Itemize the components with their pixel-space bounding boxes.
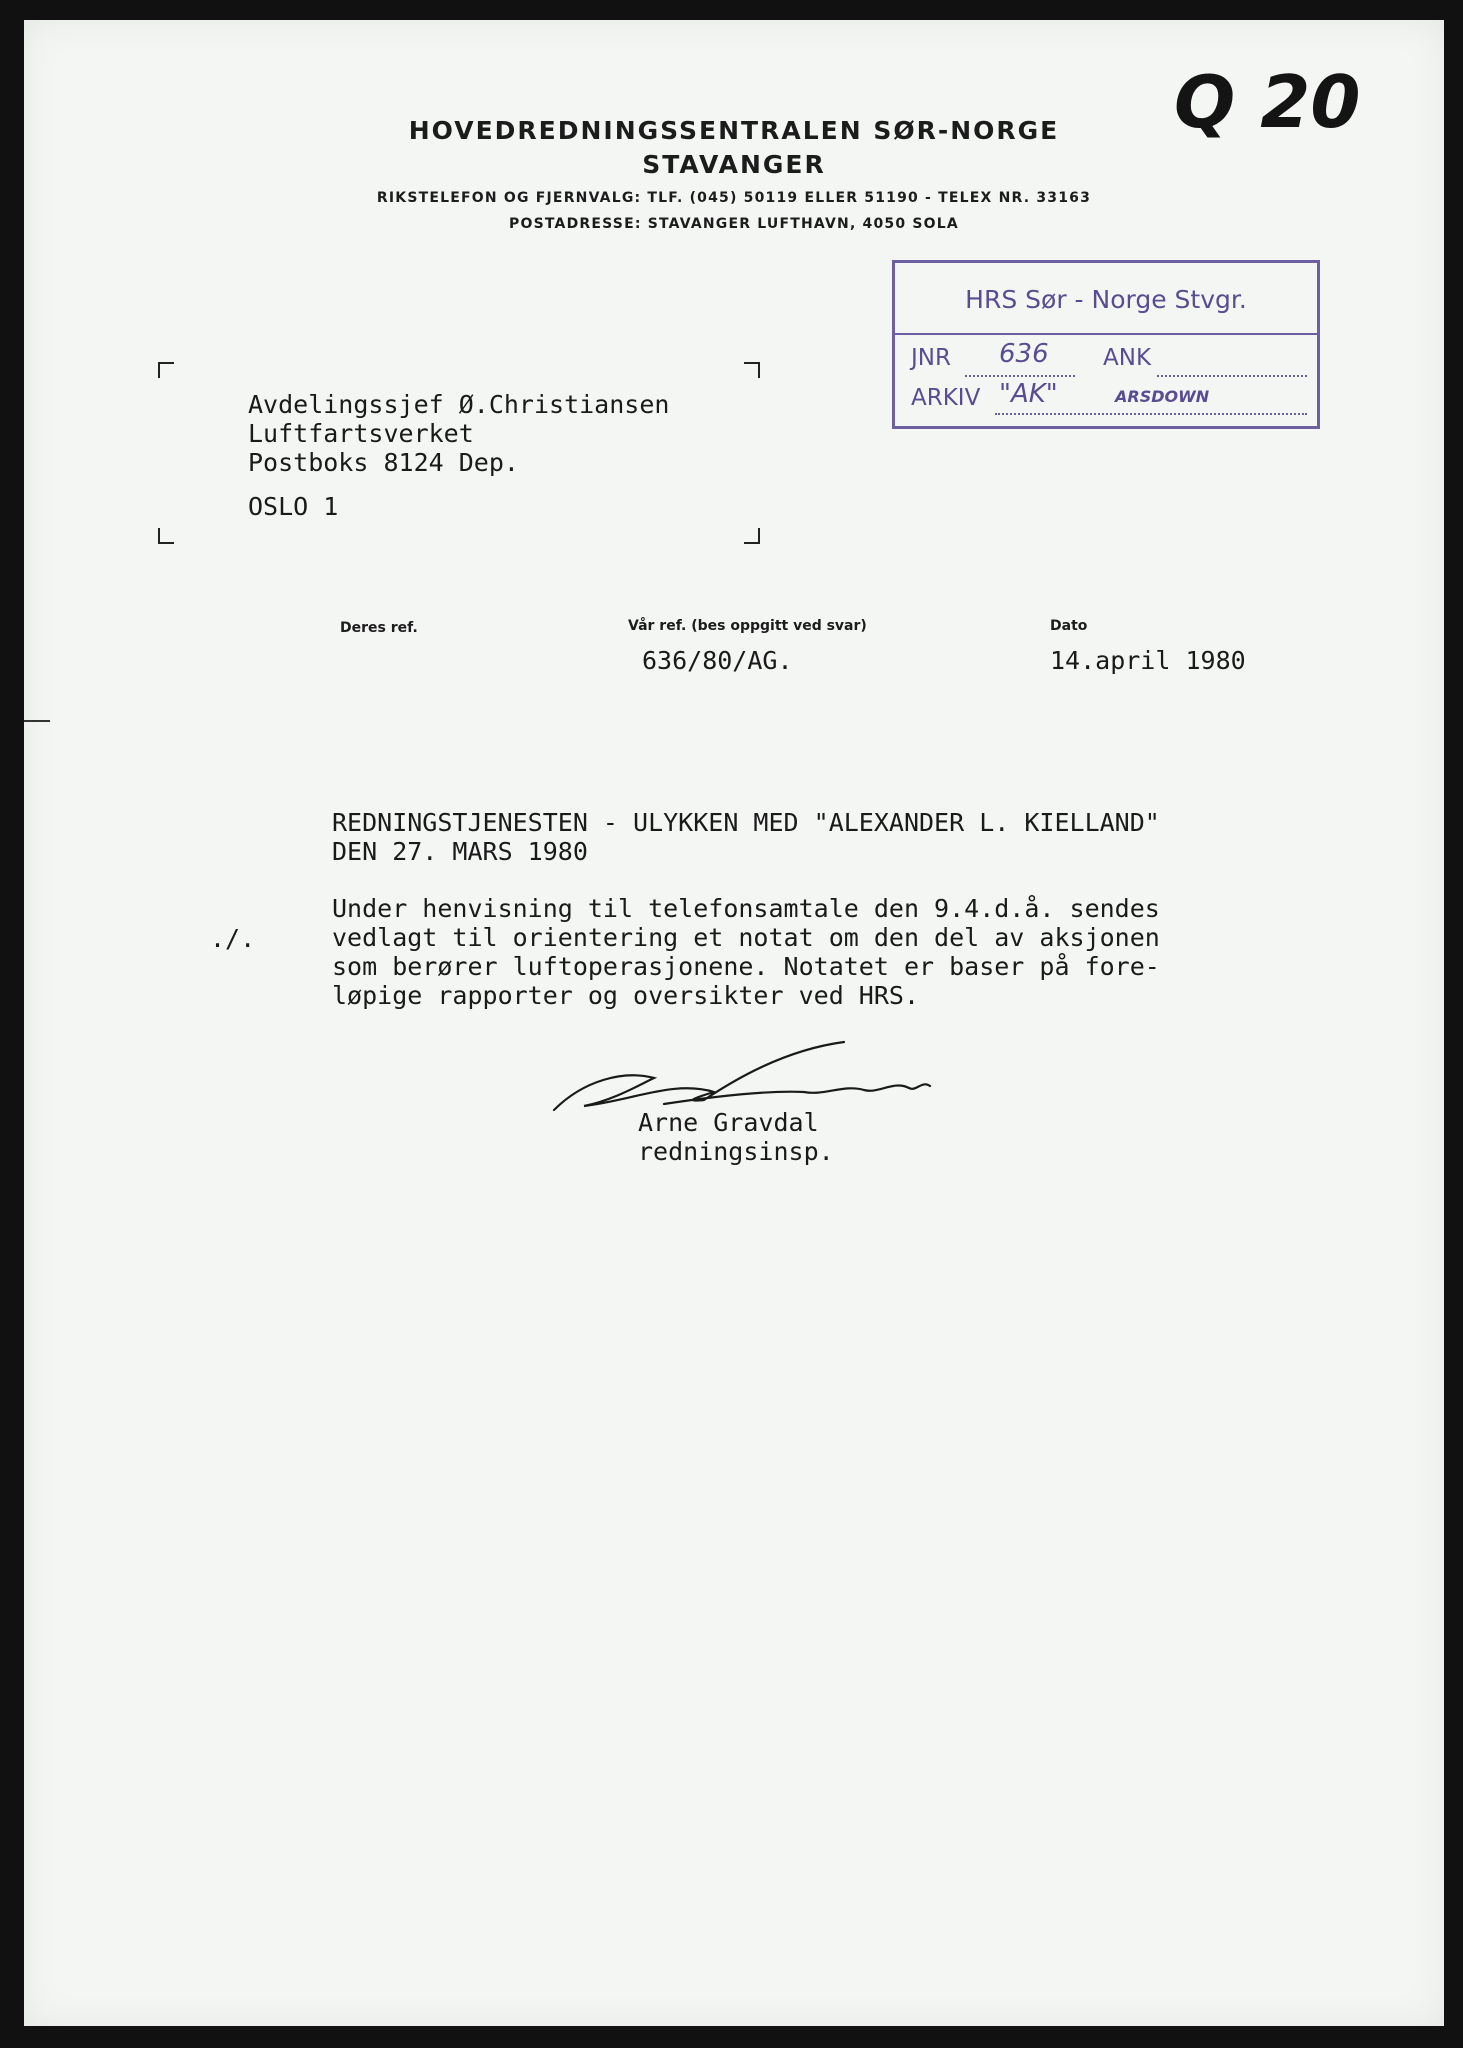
letterhead-postal: POSTADRESSE: STAVANGER LUFTHAVN, 4050 SOLA — [509, 216, 959, 232]
recipient-line-1: Avdelingssjef Ø.Christiansen — [248, 390, 670, 419]
window-corner-bottom-right — [744, 528, 760, 544]
stamp-arkiv-note: ARSDOWN — [1115, 387, 1210, 406]
recipient-line-3: Postboks 8124 Dep. — [248, 448, 519, 477]
letterhead-contact: RIKSTELEFON OG FJERNVALG: TLF. (045) 50119 ELLER 51190 - TELEX NR. 33163 — [376, 190, 1092, 206]
letterhead-city: STAVANGER — [642, 150, 826, 179]
stamp-title: HRS Sør - Norge Stvgr. — [965, 285, 1247, 314]
handwritten-reference: Q 20 — [1174, 60, 1361, 144]
body-line-1: Under henvisning til telefonsamtale den 9.4.d.å. sendes — [332, 894, 1160, 923]
subject-line-1: REDNINGSTJENESTEN - ULYKKEN MED "ALEXANDER L. KIELLAND" — [332, 808, 1160, 837]
var-ref-label: Vår ref. (bes oppgitt ved svar) — [628, 618, 867, 634]
stamp-arkiv-label: ARKIV — [911, 385, 981, 411]
window-corner-bottom-left — [158, 528, 174, 544]
fold-mark — [24, 720, 50, 722]
dato-value: 14.april 1980 — [1050, 646, 1246, 675]
dato-label: Dato — [1050, 618, 1088, 634]
window-corner-top-right — [744, 362, 760, 378]
deres-ref-label: Deres ref. — [340, 620, 418, 636]
var-ref-value: 636/80/AG. — [642, 646, 793, 675]
stamp-jnr-value: 636 — [999, 339, 1049, 369]
window-corner-top-left — [158, 362, 174, 378]
stamp-arkiv-value: "AK" — [999, 379, 1058, 409]
stamp-jnr-label: JNR — [911, 345, 951, 371]
body-line-2: vedlagt til orientering et notat om den del av aksjonen — [332, 923, 1160, 952]
subject-line-2: DEN 27. MARS 1980 — [332, 837, 588, 866]
signature-title: redningsinsp. — [638, 1137, 834, 1166]
archive-stamp — [892, 260, 1320, 429]
recipient-line-2: Luftfartsverket — [248, 419, 474, 448]
body-line-4: løpige rapporter og oversikter ved HRS. — [332, 981, 919, 1010]
signature-name: Arne Gravdal — [638, 1108, 819, 1137]
letter-page — [24, 20, 1444, 2026]
enclosure-mark: ./. — [210, 924, 256, 953]
stamp-ank-label: ANK — [1103, 345, 1152, 371]
body-line-3: som berører luftoperasjonene. Notatet er baser på fore- — [332, 952, 1160, 981]
recipient-line-4: OSLO 1 — [248, 492, 339, 521]
letterhead-org-name: HOVEDREDNINGSSENTRALEN SØR-NORGE — [408, 116, 1060, 145]
